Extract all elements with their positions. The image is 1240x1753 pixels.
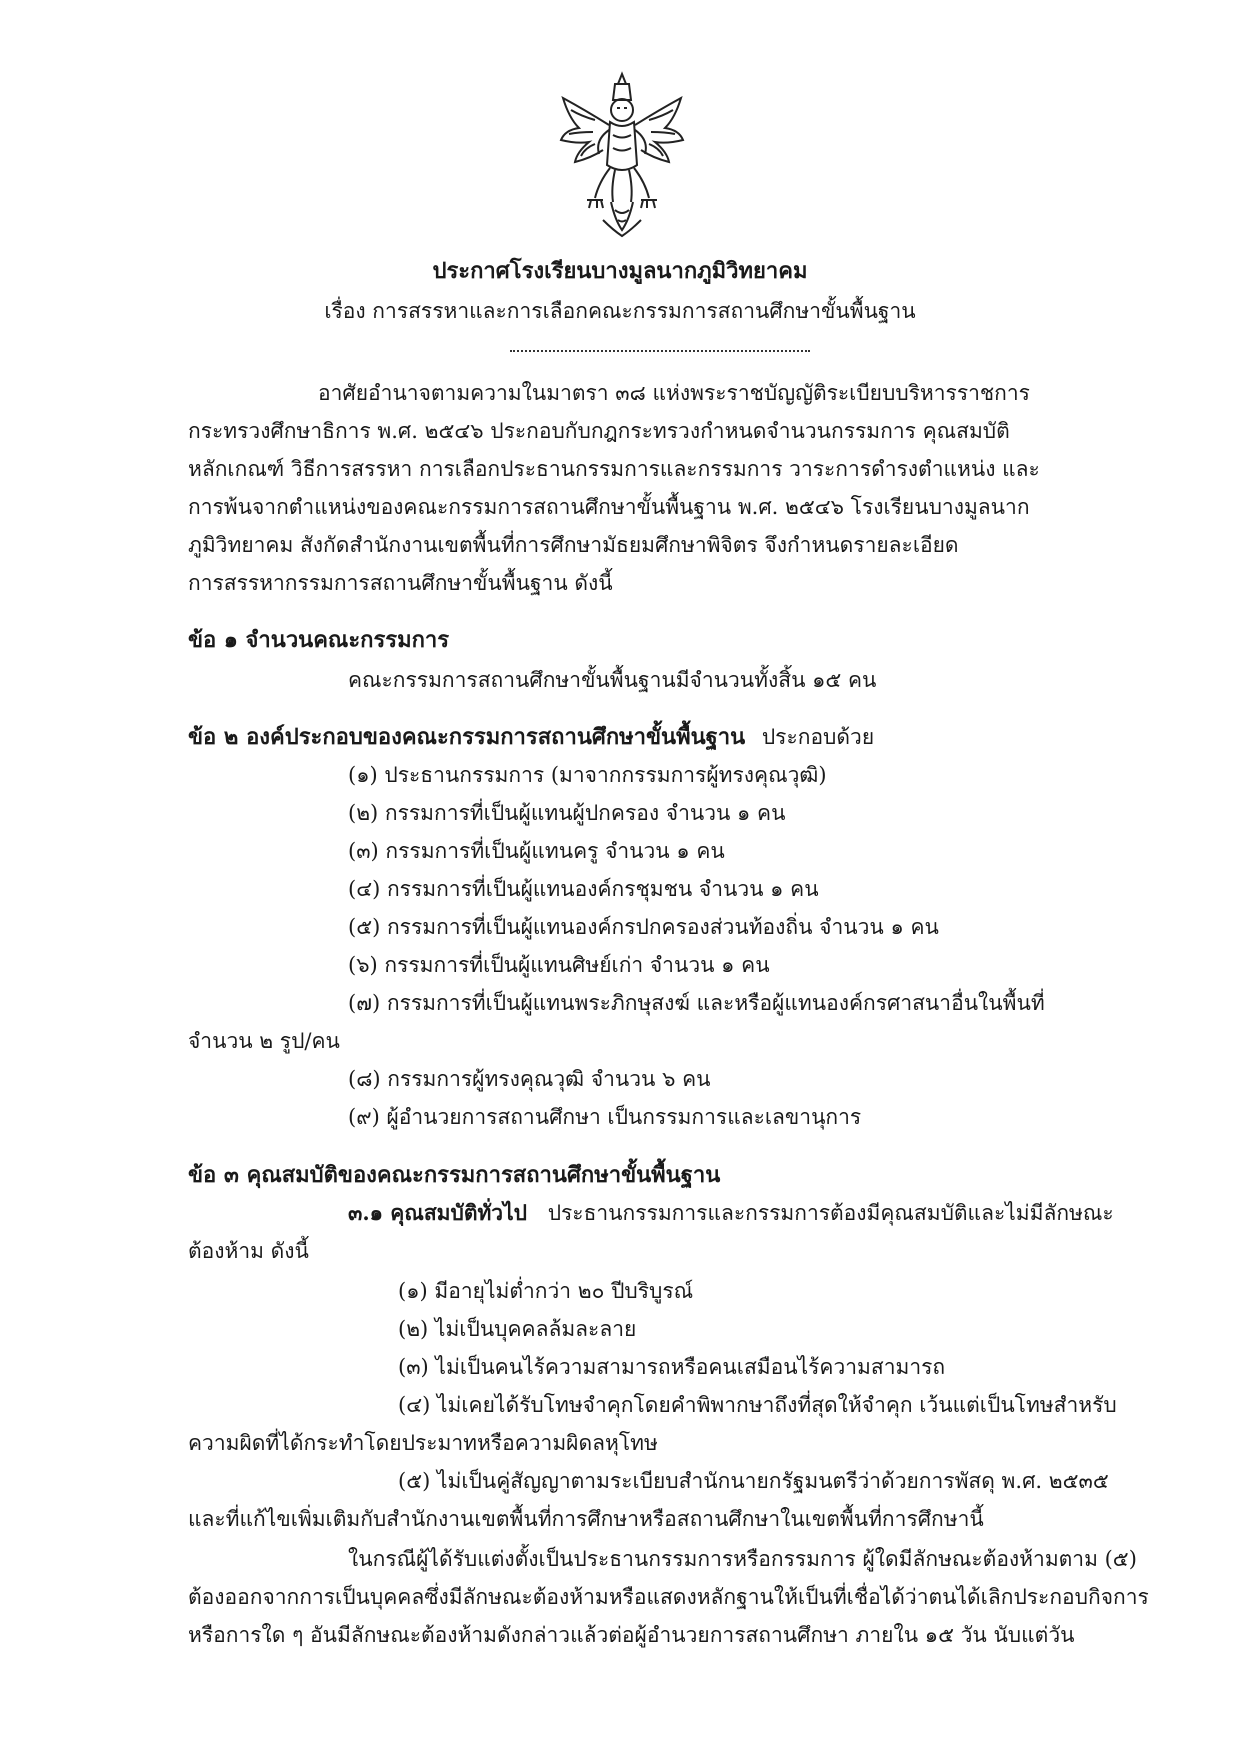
section3-sub-heading: ๓.๑ คุณสมบัติทั่วไป	[348, 1200, 527, 1225]
section2-item-9: (๙) ผู้อำนวยการสถานศึกษา เป็นกรรมการและเลขานุการ	[348, 1105, 862, 1129]
section2-item-3: (๓) กรรมการที่เป็นผู้แทนครู จำนวน ๑ คน	[348, 839, 725, 863]
dotted-divider	[510, 350, 810, 352]
section3-item-2: (๒) ไม่เป็นบุคคลล้มละลาย	[398, 1317, 637, 1341]
section3-item-4-cont: ความผิดที่ได้กระทำโดยประมาทหรือความผิดลหุโทษ	[188, 1431, 658, 1455]
intro-line-2: กระทรวงศึกษาธิการ พ.ศ. ๒๕๔๖ ประกอบกับกฎกระทรวงกำหนดจำนวนกรรมการ คุณสมบัติ	[188, 419, 1010, 443]
section3-sub-text: ประธานกรรมการและกรรมการต้องมีคุณสมบัติและไม่มีลักษณะ	[547, 1201, 1114, 1225]
section3-item-5: (๕) ไม่เป็นคู่สัญญาตามระเบียบสำนักนายกรัฐมนตรีว่าด้วยการพัสดุ พ.ศ. ๒๕๓๕	[398, 1469, 1109, 1493]
section3-final-line-1: ในกรณีผู้ได้รับแต่งตั้งเป็นประธานกรรมการหรือกรรมการ ผู้ใดมีลักษณะต้องห้ามตาม (๕)	[348, 1547, 1137, 1571]
section2-heading: ข้อ ๒ องค์ประกอบของคณะกรรมการสถานศึกษาขั้นพื้นฐาน	[188, 724, 746, 750]
section3-sub-row	[348, 1198, 1114, 1228]
section2-heading-row	[188, 722, 874, 752]
section1-heading: ข้อ ๑ จำนวนคณะกรรมการ	[188, 627, 450, 653]
section3-item-3: (๓) ไม่เป็นคนไร้ความสามารถหรือคนเสมือนไร้ความสามารถ	[398, 1355, 946, 1379]
section2-item-2: (๒) กรรมการที่เป็นผู้แทนผู้ปกครอง จำนวน ๑ คน	[348, 801, 786, 825]
section3-final-line-3: หรือการใด ๆ อันมีลักษณะต้องห้ามดังกล่าวแล้วต่อผู้อำนวยการสถานศึกษา ภายใน ๑๕ วัน นับแต่วัน	[188, 1623, 1075, 1647]
section3-final-line-2: ต้องออกจากการเป็นบุคคลซึ่งมีลักษณะต้องห้ามหรือแสดงหลักฐานให้เป็นที่เชื่อได้ว่าตนได้เลิกประกอบกิจการ	[188, 1585, 1149, 1609]
intro-line-3: หลักเกณฑ์ วิธีการสรรหา การเลือกประธานกรรมการและกรรมการ วาระการดำรงตำแหน่ง และ	[188, 457, 1040, 481]
section1-body: คณะกรรมการสถานศึกษาขั้นพื้นฐานมีจำนวนทั้งสิ้น ๑๕ คน	[348, 668, 877, 692]
section3-sub-text-cont: ต้องห้าม ดังนี้	[188, 1239, 309, 1263]
section2-item-7-cont: จำนวน ๒ รูป/คน	[188, 1029, 340, 1053]
section2-item-5: (๕) กรรมการที่เป็นผู้แทนองค์กรปกครองส่วนท้องถิ่น จำนวน ๑ คน	[348, 915, 939, 939]
announcement-title: ประกาศโรงเรียนบางมูลนากภูมิวิทยาคม	[432, 258, 808, 284]
intro-line-1: อาศัยอำนาจตามความในมาตรา ๓๘ แห่งพระราชบัญญัติระเบียบบริหารราชการ	[318, 381, 1030, 405]
section2-item-6: (๖) กรรมการที่เป็นผู้แทนศิษย์เก่า จำนวน ๑ คน	[348, 953, 770, 977]
section3-item-5-cont: และที่แก้ไขเพิ่มเติมกับสำนักงานเขตพื้นที่การศึกษาหรือสถานศึกษาในเขตพื้นที่การศึกษานี้	[188, 1507, 984, 1531]
section2-item-4: (๔) กรรมการที่เป็นผู้แทนองค์กรชุมชน จำนวน ๑ คน	[348, 877, 819, 901]
section2-item-1: (๑) ประธานกรรมการ (มาจากกรรมการผู้ทรงคุณวุฒิ)	[348, 763, 827, 787]
section2-item-7: (๗) กรรมการที่เป็นผู้แทนพระภิกษุสงฆ์ และหรือผู้แทนองค์กรศาสนาอื่นในพื้นที่	[348, 991, 1045, 1015]
intro-line-5: ภูมิวิทยาคม สังกัดสำนักงานเขตพื้นที่การศึกษามัธยมศึกษาพิจิตร จึงกำหนดรายละเอียด	[188, 533, 959, 557]
section2-heading-suffix: ประกอบด้วย	[761, 725, 875, 749]
intro-line-6: การสรรหากรรมการสถานศึกษาขั้นพื้นฐาน ดังนี้	[188, 571, 613, 595]
intro-line-4: การพ้นจากตำแหน่งของคณะกรรมการสถานศึกษาขั้นพื้นฐาน พ.ศ. ๒๕๔๖ โรงเรียนบางมูลนาก	[188, 495, 1030, 519]
announcement-subject: เรื่อง การสรรหาและการเลือกคณะกรรมการสถานศึกษาขั้นพื้นฐาน	[324, 299, 916, 323]
section3-heading: ข้อ ๓ คุณสมบัติของคณะกรรมการสถานศึกษาขั้นพื้นฐาน	[188, 1162, 721, 1188]
section3-item-4: (๔) ไม่เคยได้รับโทษจำคุกโดยคำพิพากษาถึงที่สุดให้จำคุก เว้นแต่เป็นโทษสำหรับ	[398, 1393, 1117, 1417]
section2-item-8: (๘) กรรมการผู้ทรงคุณวุฒิ จำนวน ๖ คน	[348, 1067, 711, 1091]
garuda-emblem-icon	[555, 70, 690, 240]
section3-item-1: (๑) มีอายุไม่ต่ำกว่า ๒๐ ปีบริบูรณ์	[398, 1279, 694, 1303]
